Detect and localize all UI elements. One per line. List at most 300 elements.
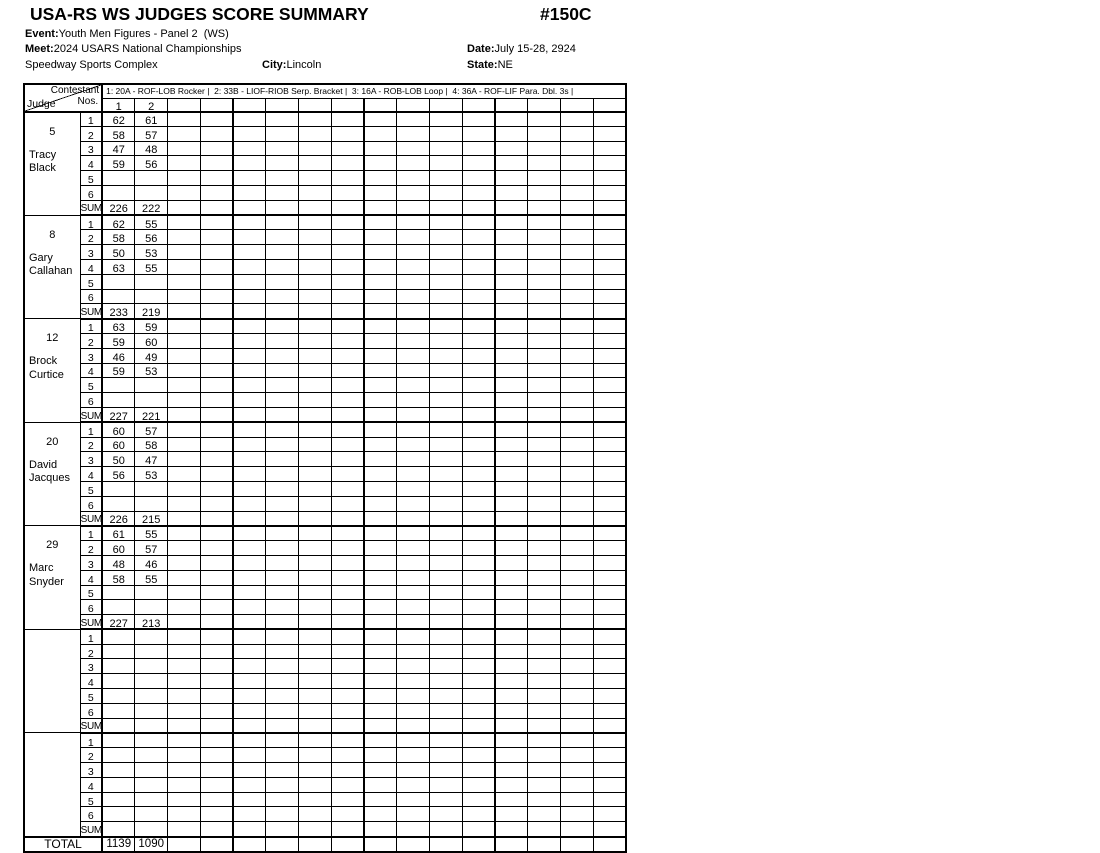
- score-cell: [331, 378, 364, 393]
- row-label-cell: 3: [80, 659, 102, 674]
- score-cell: [200, 481, 233, 496]
- score-cell: [266, 185, 299, 200]
- score-cell: 47: [102, 141, 135, 156]
- score-cell: [102, 585, 135, 600]
- score-cell: 55: [135, 570, 168, 585]
- score-cell: [299, 629, 332, 644]
- score-row: [24, 422, 626, 437]
- row-label-cell: 2: [80, 230, 102, 245]
- score-cell: [495, 792, 528, 807]
- score-cell: [560, 437, 593, 452]
- date-label: Date:: [467, 43, 495, 55]
- score-row: [24, 141, 626, 156]
- state-line: [467, 58, 513, 72]
- score-cell: [102, 481, 135, 496]
- score-cell: [266, 763, 299, 778]
- score-cell: [299, 703, 332, 718]
- score-row: [24, 674, 626, 689]
- score-cell: [528, 570, 561, 585]
- score-cell: [495, 452, 528, 467]
- sum-cell: [299, 822, 332, 837]
- score-cell: [593, 245, 626, 260]
- row-label-cell: 3: [80, 141, 102, 156]
- contestant-number-cell: [429, 98, 462, 112]
- row-label-cell: 1: [80, 422, 102, 437]
- score-cell: [233, 215, 266, 230]
- score-cell: [429, 674, 462, 689]
- score-cell: [397, 555, 430, 570]
- score-cell: [233, 333, 266, 348]
- sum-cell: [462, 511, 495, 526]
- score-cell: [200, 215, 233, 230]
- score-cell: [397, 748, 430, 763]
- sum-cell: [397, 822, 430, 837]
- score-cell: [168, 259, 201, 274]
- sum-cell: [266, 718, 299, 733]
- score-cell: [397, 348, 430, 363]
- sum-cell: [200, 615, 233, 630]
- total-value-cell: [495, 837, 528, 852]
- sum-cell: [560, 615, 593, 630]
- score-cell: [102, 703, 135, 718]
- score-cell: [135, 274, 168, 289]
- sum-cell: [331, 200, 364, 215]
- sum-cell: [331, 304, 364, 319]
- total-value-cell: 1090: [135, 837, 168, 852]
- score-cell: [364, 437, 397, 452]
- score-cell: 63: [102, 319, 135, 334]
- score-cell: [331, 600, 364, 615]
- score-cell: [560, 126, 593, 141]
- page-title: USA-RS WS JUDGES SCORE SUMMARY: [30, 4, 369, 24]
- score-cell: [528, 333, 561, 348]
- score-cell: [593, 378, 626, 393]
- score-cell: [462, 748, 495, 763]
- score-cell: [331, 363, 364, 378]
- score-cell: [397, 600, 430, 615]
- score-cell: [429, 437, 462, 452]
- score-cell: [266, 659, 299, 674]
- score-cell: [560, 659, 593, 674]
- score-cell: [560, 674, 593, 689]
- score-cell: [429, 185, 462, 200]
- score-cell: [299, 748, 332, 763]
- score-cell: 46: [135, 555, 168, 570]
- score-cell: [168, 378, 201, 393]
- contestant-number-cell: [266, 98, 299, 112]
- score-cell: [462, 319, 495, 334]
- score-cell: [200, 674, 233, 689]
- sum-cell: 213: [135, 615, 168, 630]
- score-cell: [299, 259, 332, 274]
- score-row: [24, 230, 626, 245]
- score-cell: [200, 141, 233, 156]
- row-label-cell: 2: [80, 437, 102, 452]
- sum-label-cell: SUM: [80, 615, 102, 630]
- score-cell: [168, 185, 201, 200]
- score-cell: [462, 112, 495, 127]
- score-cell: [429, 141, 462, 156]
- total-value-cell: [429, 837, 462, 852]
- judge-cell: [24, 526, 80, 630]
- sum-cell: [429, 200, 462, 215]
- score-cell: 60: [102, 437, 135, 452]
- score-cell: [299, 452, 332, 467]
- score-cell: [299, 733, 332, 748]
- row-label-cell: 1: [80, 733, 102, 748]
- judge-cell: [24, 733, 80, 837]
- score-cell: [560, 644, 593, 659]
- score-cell: [429, 644, 462, 659]
- score-cell: [462, 481, 495, 496]
- score-cell: 58: [135, 437, 168, 452]
- score-cell: [397, 481, 430, 496]
- row-label-cell: 3: [80, 763, 102, 778]
- score-cell: [560, 422, 593, 437]
- score-cell: [135, 733, 168, 748]
- score-cell: [331, 141, 364, 156]
- score-cell: [168, 363, 201, 378]
- row-label-cell: 3: [80, 452, 102, 467]
- sum-cell: [397, 511, 430, 526]
- score-cell: [397, 437, 430, 452]
- score-cell: [168, 274, 201, 289]
- score-cell: [102, 674, 135, 689]
- score-cell: [200, 600, 233, 615]
- score-cell: [429, 763, 462, 778]
- score-cell: [266, 689, 299, 704]
- score-cell: [364, 422, 397, 437]
- sum-cell: [528, 718, 561, 733]
- score-cell: [102, 792, 135, 807]
- score-cell: [560, 496, 593, 511]
- score-cell: [429, 333, 462, 348]
- judge-name: Brock Curtice: [29, 355, 64, 381]
- score-cell: [397, 245, 430, 260]
- row-label-cell: 4: [80, 156, 102, 171]
- contestant-number-cell: [593, 98, 626, 112]
- score-cell: [429, 274, 462, 289]
- score-cell: [102, 600, 135, 615]
- score-cell: [429, 422, 462, 437]
- score-cell: [528, 733, 561, 748]
- sum-cell: [364, 511, 397, 526]
- score-cell: [266, 777, 299, 792]
- score-cell: [135, 644, 168, 659]
- meet-line: [25, 42, 241, 56]
- score-cell: [102, 733, 135, 748]
- score-cell: [266, 333, 299, 348]
- score-cell: [364, 393, 397, 408]
- score-cell: [593, 363, 626, 378]
- judge-number: [25, 746, 80, 759]
- row-label-cell: 1: [80, 112, 102, 127]
- row-label-cell: 5: [80, 481, 102, 496]
- score-cell: [135, 777, 168, 792]
- score-cell: [168, 703, 201, 718]
- score-cell: [266, 644, 299, 659]
- score-cell: [560, 289, 593, 304]
- score-cell: [593, 481, 626, 496]
- score-cell: [135, 600, 168, 615]
- score-cell: [331, 259, 364, 274]
- sum-cell: [233, 822, 266, 837]
- row-label-cell: 2: [80, 333, 102, 348]
- score-cell: [462, 230, 495, 245]
- meet-label: Meet:: [25, 43, 54, 55]
- score-cell: [168, 481, 201, 496]
- score-cell: [528, 792, 561, 807]
- score-cell: [462, 703, 495, 718]
- score-cell: [331, 215, 364, 230]
- score-cell: [593, 659, 626, 674]
- score-cell: [364, 274, 397, 289]
- score-cell: [495, 112, 528, 127]
- judge-cell: [24, 629, 80, 733]
- score-cell: [528, 526, 561, 541]
- score-cell: [299, 674, 332, 689]
- score-cell: [528, 245, 561, 260]
- score-cell: [364, 733, 397, 748]
- score-cell: [593, 156, 626, 171]
- score-cell: [200, 703, 233, 718]
- sum-cell: [495, 615, 528, 630]
- score-cell: [593, 748, 626, 763]
- score-cell: [299, 659, 332, 674]
- score-cell: [331, 644, 364, 659]
- sum-cell: [233, 200, 266, 215]
- sum-cell: [495, 718, 528, 733]
- score-cell: [331, 570, 364, 585]
- score-cell: [233, 659, 266, 674]
- sum-cell: [168, 822, 201, 837]
- score-cell: [168, 748, 201, 763]
- judge-name: Marc Snyder: [29, 562, 64, 588]
- score-cell: [528, 274, 561, 289]
- score-cell: [135, 674, 168, 689]
- sum-cell: [331, 615, 364, 630]
- score-cell: [299, 807, 332, 822]
- score-cell: [200, 333, 233, 348]
- score-cell: 60: [135, 333, 168, 348]
- sum-cell: [593, 615, 626, 630]
- score-cell: [560, 541, 593, 556]
- score-cell: [168, 629, 201, 644]
- score-cell: [331, 319, 364, 334]
- score-cell: [560, 570, 593, 585]
- score-cell: [233, 363, 266, 378]
- score-cell: [233, 674, 266, 689]
- score-cell: [429, 629, 462, 644]
- score-cell: [462, 777, 495, 792]
- score-cell: [593, 452, 626, 467]
- score-cell: [266, 378, 299, 393]
- judge-number: 20: [46, 435, 59, 448]
- score-cell: [233, 171, 266, 186]
- score-cell: [429, 348, 462, 363]
- judge-name: Gary Callahan: [29, 251, 73, 278]
- sum-cell: [560, 822, 593, 837]
- sum-cell: [331, 718, 364, 733]
- score-cell: 58: [102, 570, 135, 585]
- score-cell: [462, 378, 495, 393]
- score-row: [24, 644, 626, 659]
- score-cell: [266, 141, 299, 156]
- score-cell: [397, 452, 430, 467]
- score-cell: [233, 526, 266, 541]
- score-cell: [299, 689, 332, 704]
- score-cell: [200, 437, 233, 452]
- score-cell: [495, 333, 528, 348]
- score-cell: [102, 496, 135, 511]
- score-cell: [560, 393, 593, 408]
- score-cell: [560, 156, 593, 171]
- score-cell: [528, 629, 561, 644]
- score-cell: [397, 792, 430, 807]
- score-cell: [528, 600, 561, 615]
- score-cell: [495, 467, 528, 482]
- score-cell: [462, 570, 495, 585]
- sum-cell: [135, 718, 168, 733]
- score-cell: [593, 600, 626, 615]
- score-cell: [528, 555, 561, 570]
- score-cell: [593, 437, 626, 452]
- score-cell: [233, 259, 266, 274]
- score-cell: [364, 777, 397, 792]
- contestant-number-cell: [200, 98, 233, 112]
- sum-cell: [528, 822, 561, 837]
- score-cell: [528, 437, 561, 452]
- score-cell: [397, 496, 430, 511]
- total-value-cell: [528, 837, 561, 852]
- score-cell: [364, 807, 397, 822]
- score-cell: [495, 526, 528, 541]
- score-cell: [299, 777, 332, 792]
- score-cell: 63: [102, 259, 135, 274]
- score-cell: [495, 378, 528, 393]
- score-cell: [266, 481, 299, 496]
- score-cell: [331, 393, 364, 408]
- score-cell: [200, 792, 233, 807]
- sum-cell: [299, 615, 332, 630]
- score-cell: [528, 171, 561, 186]
- score-cell: [299, 156, 332, 171]
- sum-cell: [560, 511, 593, 526]
- score-cell: [364, 644, 397, 659]
- score-cell: [266, 600, 299, 615]
- row-label-cell: 6: [80, 496, 102, 511]
- score-row: [24, 245, 626, 260]
- score-cell: [593, 733, 626, 748]
- judge-number: 8: [49, 228, 56, 241]
- score-cell: [233, 585, 266, 600]
- score-cell: [528, 541, 561, 556]
- row-label-cell: 6: [80, 807, 102, 822]
- score-cell: [429, 777, 462, 792]
- score-cell: [266, 733, 299, 748]
- score-cell: [299, 763, 332, 778]
- score-cell: [397, 215, 430, 230]
- city-line: [262, 58, 321, 72]
- score-cell: [593, 171, 626, 186]
- score-row: [24, 467, 626, 482]
- score-row: [24, 156, 626, 171]
- score-cell: [168, 422, 201, 437]
- score-cell: [331, 807, 364, 822]
- score-cell: [200, 777, 233, 792]
- score-cell: [168, 807, 201, 822]
- score-cell: [233, 245, 266, 260]
- score-cell: 47: [135, 452, 168, 467]
- score-cell: [200, 230, 233, 245]
- score-cell: [331, 274, 364, 289]
- sum-cell: [397, 615, 430, 630]
- score-row: [24, 600, 626, 615]
- score-cell: [331, 674, 364, 689]
- score-cell: [560, 763, 593, 778]
- score-cell: [495, 245, 528, 260]
- score-cell: [495, 555, 528, 570]
- score-cell: [560, 245, 593, 260]
- contestant-number-cell: [299, 98, 332, 112]
- score-cell: [233, 348, 266, 363]
- score-cell: [200, 245, 233, 260]
- city-value: Lincoln: [286, 59, 322, 71]
- score-cell: [462, 644, 495, 659]
- score-cell: [135, 748, 168, 763]
- sum-cell: 233: [102, 304, 135, 319]
- score-cell: [102, 777, 135, 792]
- score-row: [24, 112, 626, 127]
- score-cell: [429, 526, 462, 541]
- score-cell: [266, 363, 299, 378]
- score-cell: [200, 171, 233, 186]
- contestant-number-cell: [560, 98, 593, 112]
- score-cell: [560, 259, 593, 274]
- score-cell: [429, 600, 462, 615]
- score-cell: [364, 289, 397, 304]
- total-value-cell: [266, 837, 299, 852]
- sum-row: [24, 200, 626, 215]
- row-label-cell: 5: [80, 274, 102, 289]
- row-label-cell: 5: [80, 585, 102, 600]
- score-cell: [528, 215, 561, 230]
- score-cell: 61: [135, 112, 168, 127]
- score-cell: 59: [102, 333, 135, 348]
- score-cell: [429, 363, 462, 378]
- score-cell: [593, 703, 626, 718]
- score-cell: [462, 452, 495, 467]
- score-cell: [462, 245, 495, 260]
- score-cell: 62: [102, 215, 135, 230]
- score-cell: [233, 185, 266, 200]
- score-cell: [462, 541, 495, 556]
- corner-nos-label: Nos.: [77, 96, 99, 107]
- score-row: [24, 689, 626, 704]
- score-cell: [495, 319, 528, 334]
- score-cell: [462, 289, 495, 304]
- score-cell: [593, 496, 626, 511]
- total-value-cell: [560, 837, 593, 852]
- score-cell: [168, 541, 201, 556]
- score-cell: [429, 230, 462, 245]
- score-cell: [266, 289, 299, 304]
- score-cell: [462, 600, 495, 615]
- score-cell: [266, 748, 299, 763]
- sum-label-cell: SUM: [80, 304, 102, 319]
- score-cell: [429, 215, 462, 230]
- sum-cell: [331, 511, 364, 526]
